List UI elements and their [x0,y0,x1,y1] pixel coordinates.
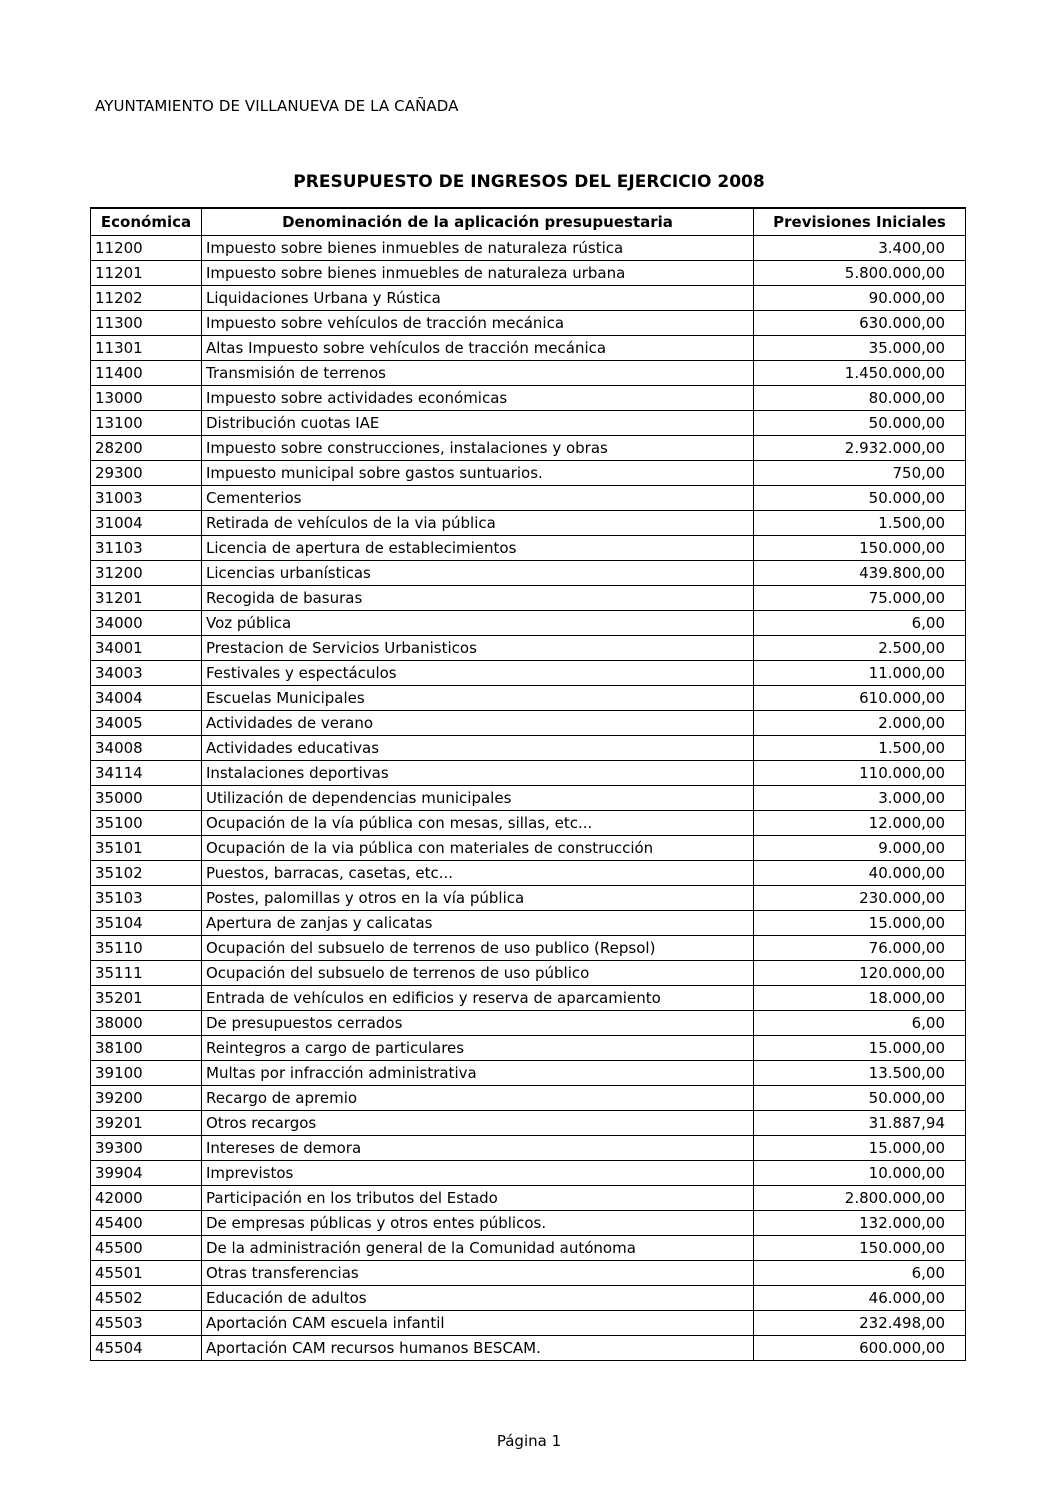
description-cell: Festivales y espectáculos [202,661,754,686]
description-cell: Escuelas Municipales [202,686,754,711]
table-row [91,1136,966,1161]
amount-cell: 12.000,00 [754,811,966,836]
code-cell: 28200 [91,436,202,461]
description-cell: De presupuestos cerrados [202,1011,754,1036]
amount-cell: 50.000,00 [754,1086,966,1111]
amount-cell: 600.000,00 [754,1336,966,1361]
description-cell: Puestos, barracas, casetas, etc... [202,861,754,886]
description-cell: Transmisión de terrenos [202,361,754,386]
description-cell: Instalaciones deportivas [202,761,754,786]
description-cell: Impuesto sobre vehículos de tracción mecánica [202,311,754,336]
amount-cell: 15.000,00 [754,911,966,936]
amount-cell: 11.000,00 [754,661,966,686]
table-row [91,1236,966,1261]
page-number: Página 1 [496,1432,562,1450]
description-cell: Licencias urbanísticas [202,561,754,586]
table-row [91,1336,966,1361]
table-row [91,1111,966,1136]
table-row [91,786,966,811]
table-row [91,636,966,661]
amount-cell: 1.500,00 [754,736,966,761]
table-row [91,611,966,636]
code-cell: 38100 [91,1036,202,1061]
code-cell: 35111 [91,961,202,986]
code-cell: 29300 [91,461,202,486]
description-cell: Retirada de vehículos de la via pública [202,511,754,536]
table-row [91,1286,966,1311]
column-header-previsiones: Previsiones Iniciales [754,208,966,236]
table-row [91,1036,966,1061]
table-row [91,286,966,311]
description-cell: Impuesto sobre bienes inmuebles de naturaleza urbana [202,261,754,286]
code-cell: 34001 [91,636,202,661]
code-cell: 31201 [91,586,202,611]
amount-cell: 15.000,00 [754,1136,966,1161]
table-row [91,386,966,411]
table-row [91,436,966,461]
amount-cell: 10.000,00 [754,1161,966,1186]
code-cell: 39904 [91,1161,202,1186]
amount-cell: 80.000,00 [754,386,966,411]
amount-cell: 150.000,00 [754,1236,966,1261]
description-cell: Multas por infracción administrativa [202,1061,754,1086]
table-row [91,686,966,711]
description-cell: Ocupación del subsuelo de terrenos de uso publico (Repsol) [202,936,754,961]
table-row [91,1261,966,1286]
amount-cell: 110.000,00 [754,761,966,786]
amount-cell: 1.450.000,00 [754,361,966,386]
code-cell: 11400 [91,361,202,386]
description-cell: Recogida de basuras [202,586,754,611]
table-row [91,461,966,486]
code-cell: 13100 [91,411,202,436]
code-cell: 45501 [91,1261,202,1286]
description-cell: Ocupación del subsuelo de terrenos de uso público [202,961,754,986]
code-cell: 45503 [91,1311,202,1336]
amount-cell: 132.000,00 [754,1211,966,1236]
amount-cell: 9.000,00 [754,836,966,861]
description-cell: Intereses de demora [202,1136,754,1161]
code-cell: 11200 [91,236,202,261]
amount-cell: 232.498,00 [754,1311,966,1336]
code-cell: 34000 [91,611,202,636]
table-row [91,736,966,761]
description-cell: De la administración general de la Comunidad autónoma [202,1236,754,1261]
amount-cell: 6,00 [754,1011,966,1036]
amount-cell: 13.500,00 [754,1061,966,1086]
code-cell: 45500 [91,1236,202,1261]
code-cell: 35201 [91,986,202,1011]
table-row [91,661,966,686]
table-row [91,1011,966,1036]
table-row [91,1211,966,1236]
amount-cell: 2.000,00 [754,711,966,736]
table-row [91,411,966,436]
code-cell: 35101 [91,836,202,861]
code-cell: 34114 [91,761,202,786]
description-cell: Actividades de verano [202,711,754,736]
description-cell: Impuesto sobre actividades económicas [202,386,754,411]
description-cell: Impuesto sobre construcciones, instalaciones y obras [202,436,754,461]
table-row [91,561,966,586]
description-cell: Aportación CAM escuela infantil [202,1311,754,1336]
amount-cell: 2.932.000,00 [754,436,966,461]
amount-cell: 31.887,94 [754,1111,966,1136]
description-cell: Otros recargos [202,1111,754,1136]
code-cell: 34003 [91,661,202,686]
description-cell: Apertura de zanjas y calicatas [202,911,754,936]
amount-cell: 76.000,00 [754,936,966,961]
amount-cell: 35.000,00 [754,336,966,361]
code-cell: 31003 [91,486,202,511]
description-cell: Voz pública [202,611,754,636]
description-cell: Impuesto municipal sobre gastos suntuarios. [202,461,754,486]
code-cell: 11201 [91,261,202,286]
code-cell: 38000 [91,1011,202,1036]
amount-cell: 2.500,00 [754,636,966,661]
amount-cell: 75.000,00 [754,586,966,611]
code-cell: 42000 [91,1186,202,1211]
description-cell: Liquidaciones Urbana y Rústica [202,286,754,311]
table-row [91,811,966,836]
code-cell: 35000 [91,786,202,811]
code-cell: 34004 [91,686,202,711]
amount-cell: 6,00 [754,1261,966,1286]
code-cell: 35104 [91,911,202,936]
code-cell: 35100 [91,811,202,836]
table-row [91,961,966,986]
amount-cell: 3.000,00 [754,786,966,811]
table-row [91,886,966,911]
amount-cell: 230.000,00 [754,886,966,911]
description-cell: Utilización de dependencias municipales [202,786,754,811]
code-cell: 11301 [91,336,202,361]
table-row [91,911,966,936]
description-cell: Prestacion de Servicios Urbanisticos [202,636,754,661]
header-row [91,208,966,236]
table-row [91,511,966,536]
amount-cell: 2.800.000,00 [754,1186,966,1211]
amount-cell: 50.000,00 [754,411,966,436]
code-cell: 39201 [91,1111,202,1136]
table-row [91,861,966,886]
table-row [91,236,966,261]
amount-cell: 439.800,00 [754,561,966,586]
code-cell: 35102 [91,861,202,886]
amount-cell: 630.000,00 [754,311,966,336]
amount-cell: 15.000,00 [754,1036,966,1061]
code-cell: 34008 [91,736,202,761]
code-cell: 35110 [91,936,202,961]
description-cell: Impuesto sobre bienes inmuebles de naturaleza rústica [202,236,754,261]
table-row [91,1311,966,1336]
table-row [91,1061,966,1086]
page-title: PRESUPUESTO DE INGRESOS DEL EJERCICIO 2008 [293,172,765,192]
table-row [91,311,966,336]
amount-cell: 50.000,00 [754,486,966,511]
code-cell: 45504 [91,1336,202,1361]
code-cell: 13000 [91,386,202,411]
code-cell: 11300 [91,311,202,336]
description-cell: Recargo de apremio [202,1086,754,1111]
description-cell: De empresas públicas y otros entes públicos. [202,1211,754,1236]
table-row [91,836,966,861]
description-cell: Distribución cuotas IAE [202,411,754,436]
table-row [91,536,966,561]
code-cell: 39100 [91,1061,202,1086]
table-row [91,586,966,611]
code-cell: 45400 [91,1211,202,1236]
description-cell: Ocupación de la via pública con materiales de construcción [202,836,754,861]
table-row [91,1186,966,1211]
description-cell: Educación de adultos [202,1286,754,1311]
amount-cell: 40.000,00 [754,861,966,886]
amount-cell: 18.000,00 [754,986,966,1011]
code-cell: 31103 [91,536,202,561]
code-cell: 39300 [91,1136,202,1161]
table-row [91,936,966,961]
amount-cell: 120.000,00 [754,961,966,986]
description-cell: Reintegros a cargo de particulares [202,1036,754,1061]
description-cell: Licencia de apertura de establecimientos [202,536,754,561]
amount-cell: 90.000,00 [754,286,966,311]
code-cell: 39200 [91,1086,202,1111]
code-cell: 31004 [91,511,202,536]
budget-table [90,207,966,1361]
description-cell: Cementerios [202,486,754,511]
table-row [91,986,966,1011]
code-cell: 34005 [91,711,202,736]
code-cell: 11202 [91,286,202,311]
description-cell: Altas Impuesto sobre vehículos de tracción mecánica [202,336,754,361]
code-cell: 31200 [91,561,202,586]
amount-cell: 1.500,00 [754,511,966,536]
amount-cell: 750,00 [754,461,966,486]
description-cell: Actividades educativas [202,736,754,761]
table-header [91,208,966,236]
description-cell: Otras transferencias [202,1261,754,1286]
column-header-denominacion: Denominación de la aplicación presupuestaria [202,208,754,236]
table-row [91,1161,966,1186]
description-cell: Participación en los tributos del Estado [202,1186,754,1211]
table-row [91,761,966,786]
table-row [91,261,966,286]
table-row [91,486,966,511]
amount-cell: 610.000,00 [754,686,966,711]
amount-cell: 3.400,00 [754,236,966,261]
amount-cell: 6,00 [754,611,966,636]
table-body [91,236,966,1361]
code-cell: 45502 [91,1286,202,1311]
table-row [91,711,966,736]
code-cell: 35103 [91,886,202,911]
table-row [91,336,966,361]
description-cell: Postes, palomillas y otros en la vía pública [202,886,754,911]
organization-header: AYUNTAMIENTO DE VILLANUEVA DE LA CAÑADA [95,97,459,115]
table-row [91,1086,966,1111]
amount-cell: 46.000,00 [754,1286,966,1311]
description-cell: Entrada de vehículos en edificios y reserva de aparcamiento [202,986,754,1011]
description-cell: Aportación CAM recursos humanos BESCAM. [202,1336,754,1361]
description-cell: Ocupación de la vía pública con mesas, sillas, etc... [202,811,754,836]
table-row [91,361,966,386]
column-header-economica: Económica [91,208,202,236]
amount-cell: 5.800.000,00 [754,261,966,286]
description-cell: Imprevistos [202,1161,754,1186]
amount-cell: 150.000,00 [754,536,966,561]
